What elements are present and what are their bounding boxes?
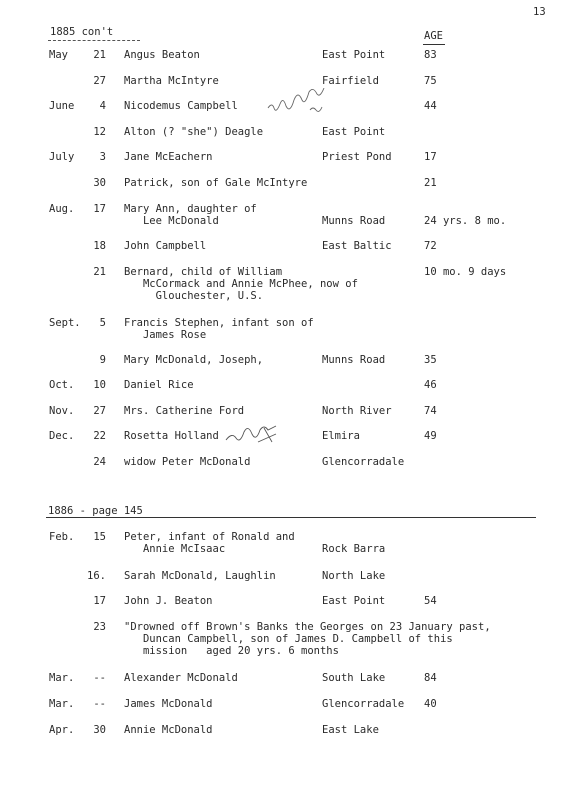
entry-day: 3 <box>99 151 106 163</box>
entry-place: Priest Pond <box>322 151 392 163</box>
entry-age: 17 <box>424 151 437 163</box>
entry-place: North River <box>322 405 392 417</box>
entry-day: 17 <box>93 203 106 215</box>
entry-place: East Baltic <box>322 240 392 252</box>
entry-day: 10 <box>93 379 106 391</box>
entry-day: -- <box>93 698 106 710</box>
entry-place: East Point <box>322 595 386 607</box>
handwritten-strike-scribble <box>224 424 284 446</box>
entry-age: 75 <box>424 75 437 87</box>
entry-month: Dec. <box>49 430 75 442</box>
entry-name: Mary Ann, daughter of Lee McDonald <box>124 203 257 227</box>
entry-name: Rosetta Holland <box>124 430 219 442</box>
entry-name: Mary McDonald, Joseph, <box>124 354 264 366</box>
entry-age: 54 <box>424 595 437 607</box>
entry-day: 30 <box>93 724 106 736</box>
entry-name: Angus Beaton <box>124 49 200 61</box>
entry-month: May <box>49 49 68 61</box>
entry-name: Patrick, son of Gale McIntyre <box>124 177 308 189</box>
entry-name: Sarah McDonald, Laughlin <box>124 570 276 582</box>
entry-month: Mar. <box>49 698 75 710</box>
entry-day: 27 <box>93 405 106 417</box>
entry-month: June <box>49 100 75 112</box>
entry-place: Fairfield <box>322 75 379 87</box>
entry-place: Elmira <box>322 430 360 442</box>
entry-age: 49 <box>424 430 437 442</box>
entry-name: Jane McEachern <box>124 151 213 163</box>
entry-age: 46 <box>424 379 437 391</box>
entry-place: Glencorradale <box>322 456 405 468</box>
entry-name: Nicodemus Campbell <box>124 100 238 112</box>
entry-name: James McDonald <box>124 698 213 710</box>
entry-day: 9 <box>99 354 106 366</box>
section-1885-underline <box>48 40 140 41</box>
entry-month: Mar. <box>49 672 75 684</box>
entry-month: Feb. <box>49 531 75 543</box>
entry-name: John J. Beaton <box>124 595 213 607</box>
age-column-header: AGE <box>424 30 443 42</box>
entry-name: Martha McIntyre <box>124 75 219 87</box>
age-header-underline <box>423 44 445 45</box>
entry-place: Munns Road <box>322 215 386 227</box>
entry-month: Oct. <box>49 379 75 391</box>
entry-day: 22 <box>93 430 106 442</box>
entry-age: 83 <box>424 49 437 61</box>
handwritten-annotation-scribble <box>266 88 346 118</box>
entry-age: 84 <box>424 672 437 684</box>
entry-month: Sept. <box>49 317 81 329</box>
entry-age: 24 yrs. 8 mo. <box>424 215 507 227</box>
entry-age: 21 <box>424 177 437 189</box>
entry-day: 15 <box>93 531 106 543</box>
entry-day: 17 <box>93 595 106 607</box>
entry-day: 4 <box>99 100 106 112</box>
entry-place: Munns Road <box>322 354 386 366</box>
entry-age: 74 <box>424 405 437 417</box>
entry-day: 16. <box>87 570 106 582</box>
entry-age: 10 mo. 9 days <box>424 266 507 278</box>
entry-month: July <box>49 151 75 163</box>
entry-day: 5 <box>99 317 106 329</box>
entry-age: 40 <box>424 698 437 710</box>
entry-name: Mrs. Catherine Ford <box>124 405 245 417</box>
entry-name: Alton (? "she") Deagle <box>124 126 264 138</box>
entry-age: 44 <box>424 100 437 112</box>
entry-day: -- <box>93 672 106 684</box>
section-1885-heading: 1885 con't <box>50 26 114 38</box>
entry-place: Glencorradale <box>322 698 405 710</box>
entry-day: 12 <box>93 126 106 138</box>
entry-place: North Lake <box>322 570 386 582</box>
entry-age: 35 <box>424 354 437 366</box>
entry-name: John Campbell <box>124 240 207 252</box>
entry-place: East Point <box>322 49 386 61</box>
entry-place: South Lake <box>322 672 386 684</box>
entry-day: 18 <box>93 240 106 252</box>
entry-age: 72 <box>424 240 437 252</box>
entry-month: Aug. <box>49 203 75 215</box>
entry-month: Nov. <box>49 405 75 417</box>
entry-day: 21 <box>93 266 106 278</box>
entry-place: Rock Barra <box>322 543 386 555</box>
section-1886-heading: 1886 - page 145 <box>48 505 143 517</box>
entry-name: widow Peter McDonald <box>124 456 251 468</box>
entry-place: East Lake <box>322 724 379 736</box>
entry-place: East Point <box>322 126 386 138</box>
entry-day: 21 <box>93 49 106 61</box>
entry-name: Annie McDonald <box>124 724 213 736</box>
entry-name: Bernard, child of William McCormack and Annie McPhee, now of Glouchester, U.S. <box>124 266 358 302</box>
entry-name: Alexander McDonald <box>124 672 238 684</box>
page-number: 13 <box>533 6 546 18</box>
entry-month: Apr. <box>49 724 75 736</box>
entry-day: 27 <box>93 75 106 87</box>
entry-name: Daniel Rice <box>124 379 194 391</box>
entry-name: Peter, infant of Ronald and Annie McIsaac <box>124 531 295 555</box>
entry-day: 24 <box>93 456 106 468</box>
entry-name: "Drowned off Brown's Banks the Georges on 23 January past, Duncan Campbell, son of James D. Campbell of this mission aged 20 yrs. 6 months <box>124 621 491 657</box>
entry-day: 23 <box>93 621 106 633</box>
section-1886-rule <box>46 517 536 518</box>
entry-name: Francis Stephen, infant son of James Rose <box>124 317 314 341</box>
entry-day: 30 <box>93 177 106 189</box>
